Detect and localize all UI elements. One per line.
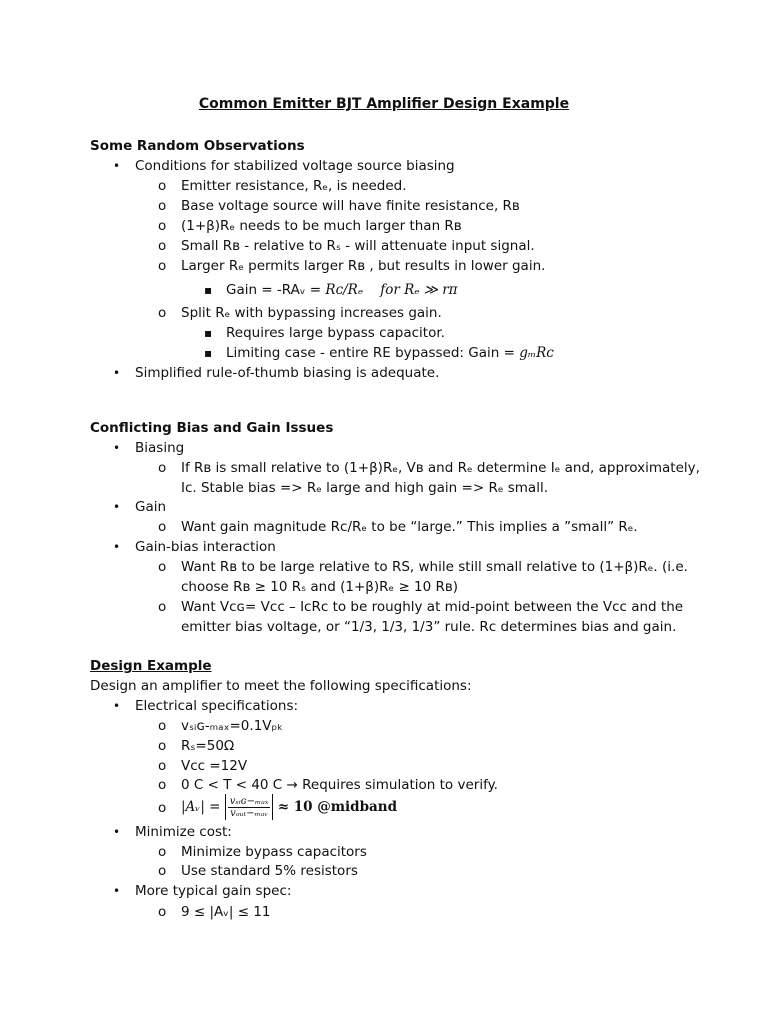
list-item: Want Vᴄɢ= Vᴄᴄ – IᴄRᴄ to be roughly at mid-point between the Vᴄᴄ and the bbox=[181, 599, 684, 615]
circle-o-icon: o bbox=[158, 777, 167, 793]
square-bullet-icon: ▪ bbox=[204, 326, 213, 340]
limiting-case-text: Limiting case - entire RE bypassed: Gain = bbox=[226, 345, 515, 361]
gain-equation-fraction: Rᴄ/Rₑ bbox=[325, 282, 364, 298]
list-item: Minimize cost: bbox=[135, 824, 232, 840]
circle-o-icon: o bbox=[158, 738, 167, 754]
circle-o-icon: o bbox=[158, 559, 167, 575]
circle-o-icon: o bbox=[158, 238, 167, 254]
list-item: Minimize bypass capacitors bbox=[181, 844, 367, 860]
list-item: Gain-bias interaction bbox=[135, 539, 276, 555]
bullet-dot-icon: • bbox=[113, 366, 121, 380]
gain-equation-condition: for Rₑ ≫ rπ bbox=[380, 282, 458, 298]
section-heading-conflicts: Conflicting Bias and Gain Issues bbox=[90, 420, 334, 436]
gain-equation-lhs: Gain = -RAᵥ = bbox=[226, 282, 322, 298]
list-item: Small Rʙ - relative to Rₛ - will attenuate input signal. bbox=[181, 238, 535, 254]
circle-o-icon: o bbox=[158, 904, 167, 920]
list-item: Base voltage source will have finite resistance, Rʙ bbox=[181, 198, 520, 214]
spec-rs: Rₛ=50Ω bbox=[181, 738, 235, 754]
list-item: Larger Rₑ permits larger Rʙ , but results in lower gain. bbox=[181, 258, 546, 274]
spec-vsig: vₛᵢɢ-ₘₐₓ=0.1Vₚₖ bbox=[181, 718, 284, 734]
circle-o-icon: o bbox=[158, 460, 167, 476]
circle-o-icon: o bbox=[158, 718, 167, 734]
gain-equation bbox=[226, 281, 458, 299]
typical-gain-spec: 9 ≤ |Aᵥ| ≤ 11 bbox=[181, 904, 271, 920]
gain-fraction-numerator: vₛᵢɢ−ₘₐₓ bbox=[229, 795, 269, 807]
list-item bbox=[226, 344, 554, 362]
bullet-dot-icon: • bbox=[113, 540, 121, 554]
bullet-dot-icon: • bbox=[113, 825, 121, 839]
list-item: Emitter resistance, Rₑ, is needed. bbox=[181, 178, 407, 194]
gain-fraction bbox=[228, 796, 271, 819]
list-item: More typical gain spec: bbox=[135, 883, 292, 899]
square-bullet-icon: ▪ bbox=[204, 283, 213, 297]
gain-fraction-denominator: vₒᵤₜ−ₘₐᵥ bbox=[230, 807, 269, 819]
gain-abs-ratio bbox=[225, 794, 274, 820]
circle-o-icon: o bbox=[158, 218, 167, 234]
section-heading-observations: Some Random Observations bbox=[90, 138, 305, 154]
list-item: Simplified rule-of-thumb biasing is adequate. bbox=[135, 365, 440, 381]
list-item: Electrical specifications: bbox=[135, 698, 299, 714]
spec-temperature: 0 C < T < 40 C → Requires simulation to verify. bbox=[181, 777, 498, 793]
spec-vcc: Vᴄᴄ =12V bbox=[181, 758, 248, 774]
gain-abs-lhs: |Aᵥ| = bbox=[181, 799, 221, 815]
list-item: Requires large bypass capacitor. bbox=[226, 325, 445, 341]
list-item-continuation: Iᴄ. Stable bias => Rₑ large and high gain => Rₑ small. bbox=[181, 480, 548, 496]
circle-o-icon: o bbox=[158, 800, 167, 816]
list-item: Conditions for stabilized voltage source biasing bbox=[135, 158, 455, 174]
list-item: Biasing bbox=[135, 440, 185, 456]
list-item: (1+β)Rₑ needs to be much larger than Rʙ bbox=[181, 218, 462, 234]
bullet-dot-icon: • bbox=[113, 500, 121, 514]
list-item: Want gain magnitude Rᴄ/Rₑ to be “large.” This implies a ”small” Rₑ. bbox=[181, 519, 638, 535]
circle-o-icon: o bbox=[158, 198, 167, 214]
circle-o-icon: o bbox=[158, 844, 167, 860]
list-item: Gain bbox=[135, 499, 167, 515]
design-intro: Design an amplifier to meet the following specifications: bbox=[90, 678, 472, 694]
bullet-dot-icon: • bbox=[113, 441, 121, 455]
list-item: Want Rʙ to be large relative to RS, while still small relative to (1+β)Rₑ. (i.e. bbox=[181, 559, 688, 575]
circle-o-icon: o bbox=[158, 758, 167, 774]
circle-o-icon: o bbox=[158, 863, 167, 879]
page-title: Common Emitter BJT Amplifier Design Example bbox=[198, 96, 570, 112]
square-bullet-icon: ▪ bbox=[204, 346, 213, 360]
circle-o-icon: o bbox=[158, 599, 167, 615]
list-item-continuation: choose Rʙ ≥ 10 Rₛ and (1+β)Rₑ ≥ 10 Rʙ) bbox=[181, 579, 458, 595]
spec-gain-equation bbox=[181, 794, 397, 820]
bullet-dot-icon: • bbox=[113, 884, 121, 898]
bullet-dot-icon: • bbox=[113, 159, 121, 173]
circle-o-icon: o bbox=[158, 519, 167, 535]
section-heading-design-example: Design Example bbox=[90, 658, 212, 674]
gain-target: ≈ 10 @midband bbox=[277, 799, 398, 815]
circle-o-icon: o bbox=[158, 305, 167, 321]
list-item-continuation: emitter bias voltage, or “1/3, 1/3, 1/3” rule. Rᴄ determines bias and gain. bbox=[181, 619, 677, 635]
list-item: Use standard 5% resistors bbox=[181, 863, 358, 879]
bullet-dot-icon: • bbox=[113, 699, 121, 713]
circle-o-icon: o bbox=[158, 258, 167, 274]
list-item: If Rʙ is small relative to (1+β)Rₑ, Vʙ and Rₑ determine Iₑ and, approximately, bbox=[181, 460, 700, 476]
list-item: Split Rₑ with bypassing increases gain. bbox=[181, 305, 442, 321]
limiting-case-gain: gₘRᴄ bbox=[519, 345, 554, 361]
circle-o-icon: o bbox=[158, 178, 167, 194]
